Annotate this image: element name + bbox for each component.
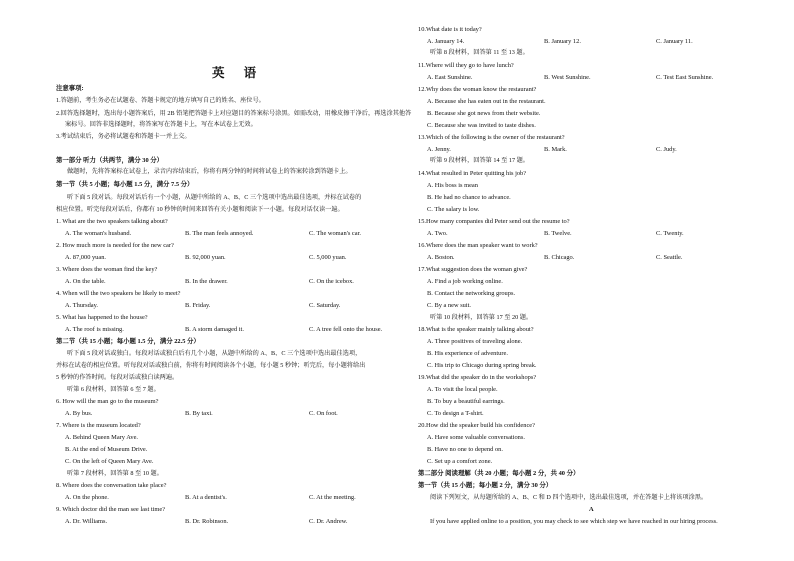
instruction-line: 听下面 5 段对话或独白。每段对话或独白后有几个小题，从题中所给的 A、B、C 三个选项中选出最佳选项，: [67, 350, 362, 357]
option-a: A. Two.: [427, 230, 448, 237]
instruction-line: 5 秒钟的作答时间。每段对话或独白读两遍。: [56, 374, 179, 381]
option-a: A. January 14.: [427, 38, 465, 45]
part1-intro: 做题时，先将答案标在试卷上，录音内容结束后，你将有两分钟的时间将试卷上的答案转涂到答题卡上。: [67, 168, 352, 175]
instruction-line: 听下面 5 段对话。每段对话后有一个小题，从题中所给的 A、B、C 三个选项中选出最佳选项，并标在试卷的: [67, 194, 362, 201]
option-b: B. Mark.: [544, 146, 567, 153]
question-16: 16.Where does the man speaker want to work?: [418, 242, 538, 249]
option-c: C. Dr. Andrew.: [309, 518, 348, 525]
option-b: B. At the end of Museum Drive.: [65, 446, 148, 453]
option-b: B. Because she got news from their website.: [427, 110, 541, 117]
option-a: A. Three positives of traveling alone.: [427, 338, 523, 345]
option-b: B. To buy a beautiful earrings.: [427, 398, 505, 405]
question-10: 10.What date is it today?: [418, 26, 482, 33]
option-b: B. Chicago.: [544, 254, 575, 261]
option-b: B. A storm damaged it.: [185, 326, 244, 333]
option-a: A. Thursday.: [65, 302, 99, 309]
question-15: 15.How many companies did Peter send out the resume to?: [418, 218, 570, 225]
question-18: 18.What is the speaker mainly talking about?: [418, 326, 534, 333]
option-c: C. 5,000 yuan.: [309, 254, 347, 261]
option-b: B. He had no chance to advance.: [427, 194, 511, 201]
notice-item: 案标号。回答非选择题时，将答案写在答题卡上，写在本试卷上无效。: [65, 121, 257, 128]
option-a: A. Have some valuable conversations.: [427, 434, 525, 441]
option-b: B. By taxi.: [185, 410, 213, 417]
option-a: A. Jenny.: [427, 146, 451, 153]
question-11: 11.Where will they go to have lunch?: [418, 62, 514, 69]
notice-item: 3.考试结束后，务必将试题卷和答题卡一并上交。: [56, 133, 191, 140]
question-5: 5. What has happened to the house?: [56, 314, 148, 321]
option-a: A. Find a job working online.: [427, 278, 503, 285]
option-a: A. His boss is mean: [427, 182, 478, 189]
part2-sec1-heading: 第一节（共 15 小题；每小题 2 分，满分 30 分）: [418, 482, 553, 489]
question-7: 7. Where is the museum located?: [56, 422, 141, 429]
option-a: A. 87,000 yuan.: [65, 254, 107, 261]
option-a: A. Dr. Williams.: [65, 518, 108, 525]
option-c: C. His trip to Chicago during spring break.: [427, 362, 537, 369]
option-c: C. To design a T-shirt.: [427, 410, 484, 417]
option-b: B. Have no one to depend on.: [427, 446, 503, 453]
question-19: 19.What did the speaker do in the workshops?: [418, 374, 537, 381]
page-title: 英 语: [212, 66, 265, 80]
option-c: C. Set up a comfort zone.: [427, 458, 493, 465]
option-b: B. His experience of adventure.: [427, 350, 508, 357]
option-c: C. By a new suit.: [427, 302, 472, 309]
part1-sec1-heading: 第一节（共 5 小题；每小题 1.5 分，满分 7.5 分）: [56, 181, 194, 188]
question-8: 8. Where does the conversation take place?: [56, 482, 167, 489]
option-a: A. By bus.: [65, 410, 93, 417]
option-b: B. At a dentist's.: [185, 494, 227, 501]
option-b: B. Twelve.: [544, 230, 572, 237]
part1-heading: 第一部分 听力（共两节，满分 30 分）: [56, 157, 164, 164]
question-12: 12.Why does the woman know the restaurant?: [418, 86, 537, 93]
question-9: 9. Which doctor did the man see last time?: [56, 506, 166, 513]
question-17: 17.What suggestion does the woman give?: [418, 266, 528, 273]
option-c: C. Saturday.: [309, 302, 341, 309]
material-note: 听第 9 段材料，回答第 14 至 17 题。: [430, 157, 529, 164]
part1-sec2-heading: 第二节（共 15 小题；每小题 1.5 分，满分 22.5 分）: [56, 338, 200, 345]
notice-item: 1.答题前，考生务必在试题卷、答题卡规定的地方填写自己的姓名、座位号。: [56, 97, 265, 104]
question-13: 13.Which of the following is the owner of the restaurant?: [418, 134, 565, 141]
option-c: C. On the icebox.: [309, 278, 354, 285]
option-c: C. January 11.: [656, 38, 693, 45]
question-1: 1. What are the two speakers talking about?: [56, 218, 168, 225]
option-c: C. At the meeting.: [309, 494, 356, 501]
option-a: A. The woman's husband.: [65, 230, 132, 237]
option-c: C. A tree fell onto the house.: [309, 326, 383, 333]
option-b: B. Dr. Robinson.: [185, 518, 229, 525]
option-b: B. Contact the networking groups.: [427, 290, 516, 297]
material-note: 听第 8 段材料，回答第 11 至 13 题。: [430, 49, 529, 56]
option-c: C. Twenty.: [656, 230, 684, 237]
option-c: C. Test East Sunshine.: [656, 74, 714, 81]
option-c: C. Seattle.: [656, 254, 683, 261]
question-20: 20.How did the speaker build his confidence?: [418, 422, 535, 429]
material-note: 听第 7 段材料，回答第 8 至 10 题。: [67, 470, 163, 477]
option-b: B. January 12.: [544, 38, 581, 45]
option-c: C. On foot.: [309, 410, 338, 417]
question-3: 3. Where does the woman find the key?: [56, 266, 158, 273]
option-a: A. Behind Queen Mary Ave.: [65, 434, 139, 441]
option-c: C. The woman's car.: [309, 230, 361, 237]
option-b: B. West Sunshine.: [544, 74, 591, 81]
material-note: 听第 10 段材料，回答第 17 至 20 题。: [430, 314, 533, 321]
option-a: A. Because she has eaten out in the restaurant.: [427, 98, 546, 105]
option-b: B. 92,000 yuan.: [185, 254, 226, 261]
reading-instruction: 阅读下列短文，从每题所给的 A、B、C 和 D 四个选项中，选出最佳选项，并在答题卡上将该项涂黑。: [430, 494, 708, 501]
option-b: B. In the drawer.: [185, 278, 228, 285]
notice-heading: 注意事项:: [56, 85, 84, 92]
instruction-line: 相应位置。听完每段对话后，你都有 10 秒钟的时间来回答有关小题和阅读下一小题。每段对话仅读一遍。: [56, 206, 344, 213]
notice-item: 2.回答选择题时，选出每小题答案后，用 2B 铅笔把答题卡上对应题目的答案标号涂黑。如需改动，用橡皮擦干净后，再选涂其他答: [56, 110, 412, 117]
passage-label: A: [589, 506, 594, 513]
option-c: C. On the left of Queen Mary Ave.: [65, 458, 154, 465]
option-a: A. On the table.: [65, 278, 106, 285]
option-c: C. The salary is low.: [427, 206, 480, 213]
question-4: 4. When will the two speakers be likely to meet?: [56, 290, 181, 297]
option-a: A. The roof is missing.: [65, 326, 124, 333]
option-a: A. Boston.: [427, 254, 455, 261]
option-a: A. East Sunshine.: [427, 74, 473, 81]
option-b: B. The man feels annoyed.: [185, 230, 254, 237]
option-c: C. Judy.: [656, 146, 677, 153]
question-6: 6. How will the man go to the museum?: [56, 398, 159, 405]
passage-text: If you have applied online to a position, you may check to see which step we have reached in our hiring process.: [430, 518, 718, 525]
part2-heading: 第二部分 阅读理解（共 20 小题；每小题 2 分，共 40 分）: [418, 470, 580, 477]
option-b: B. Friday.: [185, 302, 211, 309]
instruction-line: 并标在试卷的相应位置。听每段对话或独白前，你将有时间阅读各个小题，每小题 5 秒钟；听完后，每小题将给出: [56, 362, 366, 369]
option-c: C. Because she was invited to taste dishes.: [427, 122, 536, 129]
material-note: 听第 6 段材料，回答第 6 至 7 题。: [67, 386, 160, 393]
question-14: 14.What resulted in Peter quitting his job?: [418, 170, 527, 177]
option-a: A. On the phone.: [65, 494, 109, 501]
question-2: 2. How much more is needed for the new car?: [56, 242, 174, 249]
option-a: A. To visit the local people.: [427, 386, 498, 393]
